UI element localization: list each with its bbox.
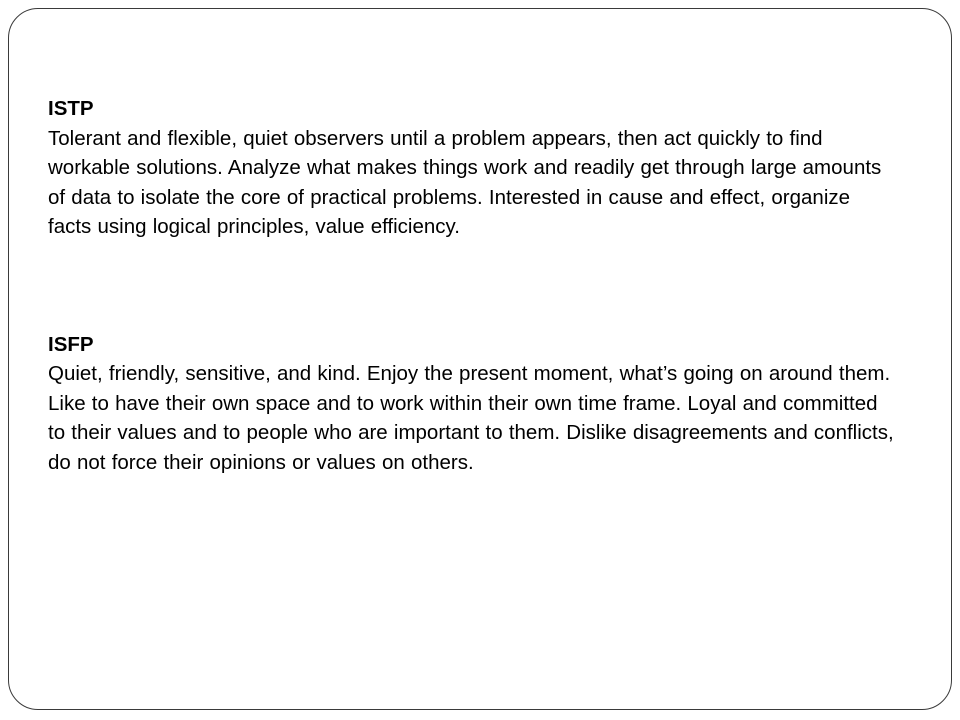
section-isfp bbox=[48, 330, 898, 478]
section-istp bbox=[48, 94, 898, 242]
section-description: Tolerant and flexible, quiet observers until a problem appears, then act quickly to find workable solutions. Analyze what makes things work and readily get through large amounts of data to isolate the core of practical problems. Interested in cause and effect, organize facts using logical principles, value efficiency. bbox=[48, 126, 882, 238]
slide-content bbox=[48, 94, 898, 477]
section-heading: ISFP bbox=[48, 332, 94, 356]
section-description: Quiet, friendly, sensitive, and kind. Enjoy the present moment, what’s going on around them. Like to have their own space and to work within their own time frame. Loyal and committed to their values and to people who are important to them. Dislike disagreements and conflicts, do not force their opinions or values on others. bbox=[48, 362, 894, 474]
section-heading: ISTP bbox=[48, 97, 94, 120]
